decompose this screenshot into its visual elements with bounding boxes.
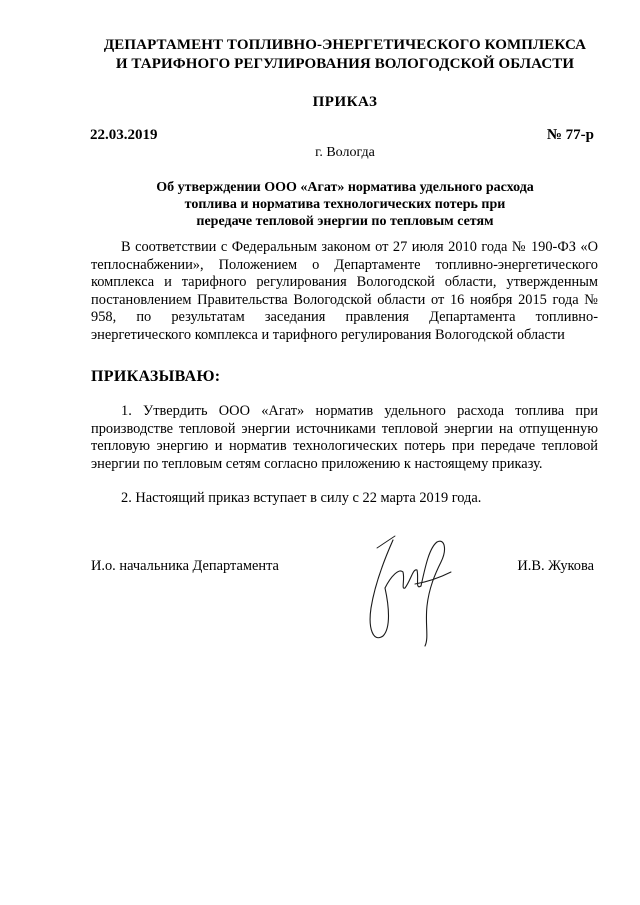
order-item-1: 1. Утвердить ООО «Агат» норматив удельного расхода топлива при производстве тепловой энергии источниками тепловой энергии на отпущенную тепловую энергию и норматив технологических потерь при передаче тепловой энергии по тепловым сетям согласно приложению к настоящему приказу.: [91, 403, 598, 472]
department-title-line-1: ДЕПАРТАМЕНТ ТОПЛИВНО-ЭНЕРГЕТИЧЕСКОГО КОМПЛЕКСА: [103, 37, 587, 53]
order-subject: [80, 179, 610, 230]
order-city: г. Вологда: [315, 145, 375, 160]
order-item-2: 2. Настоящий приказ вступает в силу с 22 марта 2019 года.: [121, 490, 482, 506]
signatory-name: И.В. Жукова: [517, 558, 594, 574]
subject-line-3: передаче тепловой энергии по тепловым сетям: [196, 214, 494, 229]
signatory-position: И.о. начальника Департамента: [91, 558, 279, 574]
department-title: [80, 36, 610, 74]
department-title-line-2: И ТАРИФНОГО РЕГУЛИРОВАНИЯ ВОЛОГОДСКОЙ ОБЛАСТИ: [115, 56, 575, 72]
preamble-paragraph: В соответствии с Федеральным законом от 27 июля 2010 года № 190-ФЗ «О теплоснабжении», Положением о Департаменте топливно-энергетического комплекса и тарифного регулирования Вологодской области, утвержденным постановлением Правительства Вологодской области от 16 ноября 2015 года № 958, по результатам заседания правления Департамента топливно-энергетического комплекса и тарифного регулирования Вологодской области: [91, 239, 598, 343]
handwritten-signature: [355, 528, 465, 653]
subject-line-2: топлива и норматива технологических потерь при: [184, 197, 506, 212]
document-type: ПРИКАЗ: [312, 94, 378, 110]
subject-line-1: Об утверждении ООО «Агат» норматива удельного расхода: [156, 180, 534, 195]
order-number: № 77-р: [546, 127, 594, 143]
order-directive-word: ПРИКАЗЫВАЮ:: [91, 368, 221, 385]
order-date: 22.03.2019: [90, 127, 158, 143]
